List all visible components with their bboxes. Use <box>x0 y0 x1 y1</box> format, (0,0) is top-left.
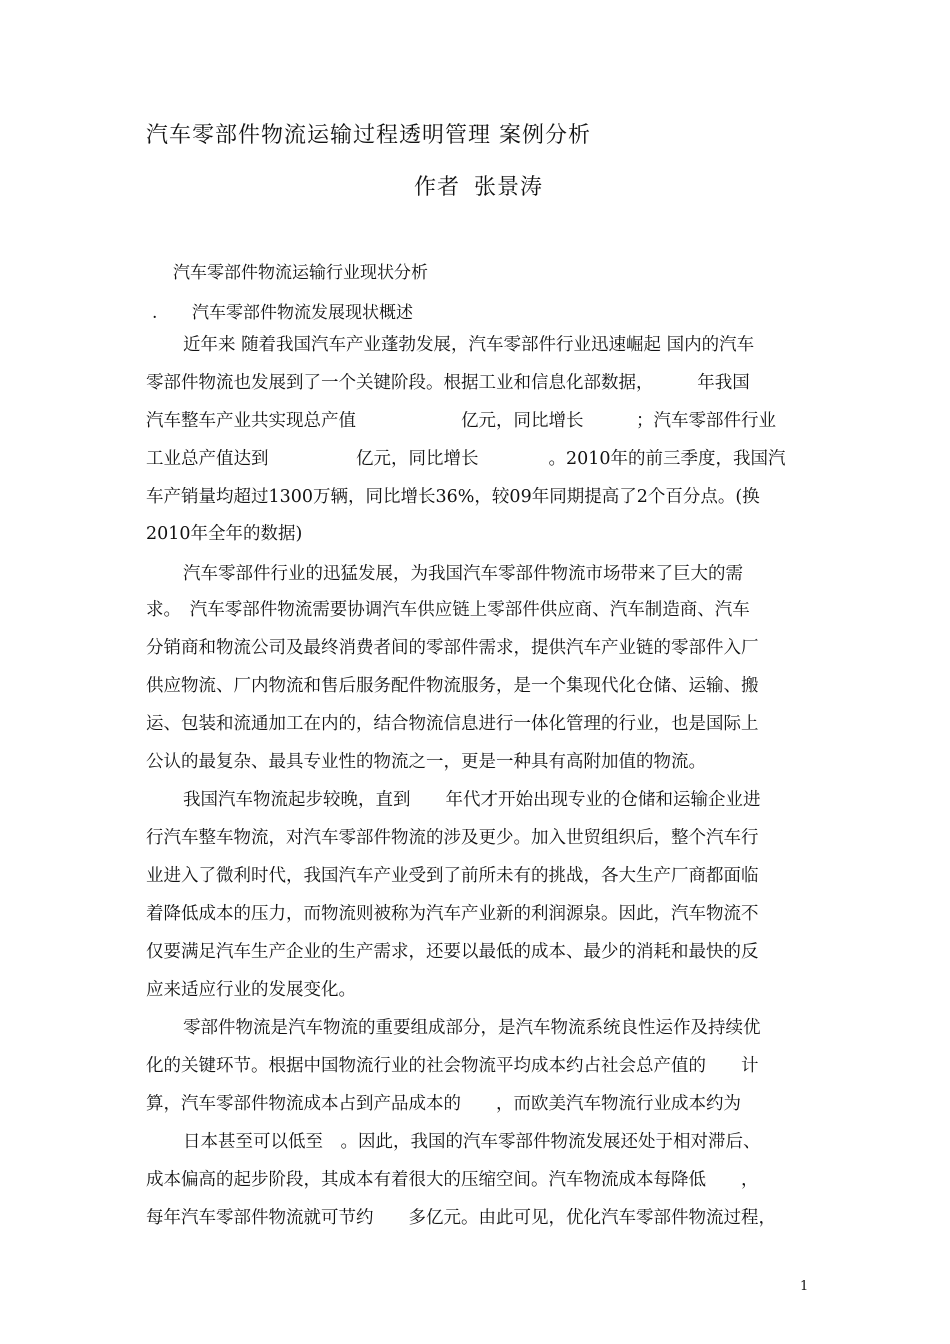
paragraph-line: 汽车整车产业共实现总产值 亿元，同比增长 ；汽车零部件行业 <box>146 411 776 431</box>
paragraph-line: 成本偏高的起步阶段，其成本有着很大的压缩空间。汽车物流成本每降低 ， <box>146 1170 759 1190</box>
paragraph-line: 应来适应行业的发展变化。 <box>146 980 356 1000</box>
author-label: 作者 <box>414 175 461 200</box>
paragraph-line: 2010年全年的数据) <box>146 524 303 544</box>
document-title: 汽车零部件物流运输过程透明管理 案例分析 <box>146 123 591 148</box>
author-name: 张景涛 <box>474 175 544 200</box>
paragraph-line: 车产销量均超过1300万辆，同比增长36%，较09年同期提高了2个百分点。(换 <box>146 487 760 507</box>
paragraph-line: 工业总产值达到 亿元，同比增长 。2010年的前三季度，我国汽 <box>146 449 786 469</box>
paragraph-line: 运、包装和流通加工在内的，结合物流信息进行一体化管理的行业，也是国际上 <box>146 714 759 734</box>
paragraph-line: 仅要满足汽车生产企业的生产需求，还要以最低的成本、最少的消耗和最快的反 <box>146 942 759 962</box>
subsection-number: . <box>152 303 158 323</box>
paragraph-line: 业进入了微利时代，我国汽车产业受到了前所未有的挑战，各大生产厂商都面临 <box>146 866 759 886</box>
paragraph-line: 我国汽车物流起步较晚，直到 年代才开始出现专业的仓储和运输企业进 <box>183 790 761 810</box>
paragraph-line: 行汽车整车物流，对汽车零部件物流的涉及更少。加入世贸组织后，整个汽车行 <box>146 828 759 848</box>
section-heading: 汽车零部件物流运输行业现状分析 <box>173 263 428 283</box>
paragraph-line: 每年汽车零部件物流就可节约 多亿元。由此可见，优化汽车零部件物流过程， <box>146 1208 776 1228</box>
author-line <box>414 170 543 201</box>
paragraph-line: 求。 汽车零部件物流需要协调汽车供应链上零部件供应商、汽车制造商、汽车 <box>146 600 750 620</box>
subsection-heading: 汽车零部件物流发展现状概述 <box>192 303 413 323</box>
paragraph-line: 汽车零部件行业的迅猛发展，为我国汽车零部件物流市场带来了巨大的需 <box>183 564 743 584</box>
paragraph-line: 分销商和物流公司及最终消费者间的零部件需求，提供汽车产业链的零部件入厂 <box>146 638 759 658</box>
paragraph-line: 公认的最复杂、最具专业性的物流之一，更是一种具有高附加值的物流。 <box>146 752 706 772</box>
page-number: 1 <box>800 1279 809 1294</box>
paragraph-line: 算，汽车零部件物流成本占到产品成本的 ，而欧美汽车物流行业成本约为 <box>146 1094 741 1114</box>
paragraph-line: 近年来 随着我国汽车产业蓬勃发展，汽车零部件行业迅速崛起 国内的汽车 <box>183 335 755 355</box>
paragraph-line: 日本甚至可以低至 。因此，我国的汽车零部件物流发展还处于相对滞后、 <box>183 1132 761 1152</box>
paragraph-line: 供应物流、厂内物流和售后服务配件物流服务，是一个集现代化仓储、运输、搬 <box>146 676 759 696</box>
paragraph-line: 着降低成本的压力，而物流则被称为汽车产业新的利润源泉。因此，汽车物流不 <box>146 904 759 924</box>
subsection-heading-row <box>152 298 413 323</box>
paragraph-line: 化的关键环节。根据中国物流行业的社会物流平均成本约占社会总产值的 计 <box>146 1056 759 1076</box>
paragraph-line: 零部件物流是汽车物流的重要组成部分，是汽车物流系统良性运作及持续优 <box>183 1018 761 1038</box>
paragraph-line: 零部件物流也发展到了一个关键阶段。根据工业和信息化部数据， 年我国 <box>146 373 750 393</box>
